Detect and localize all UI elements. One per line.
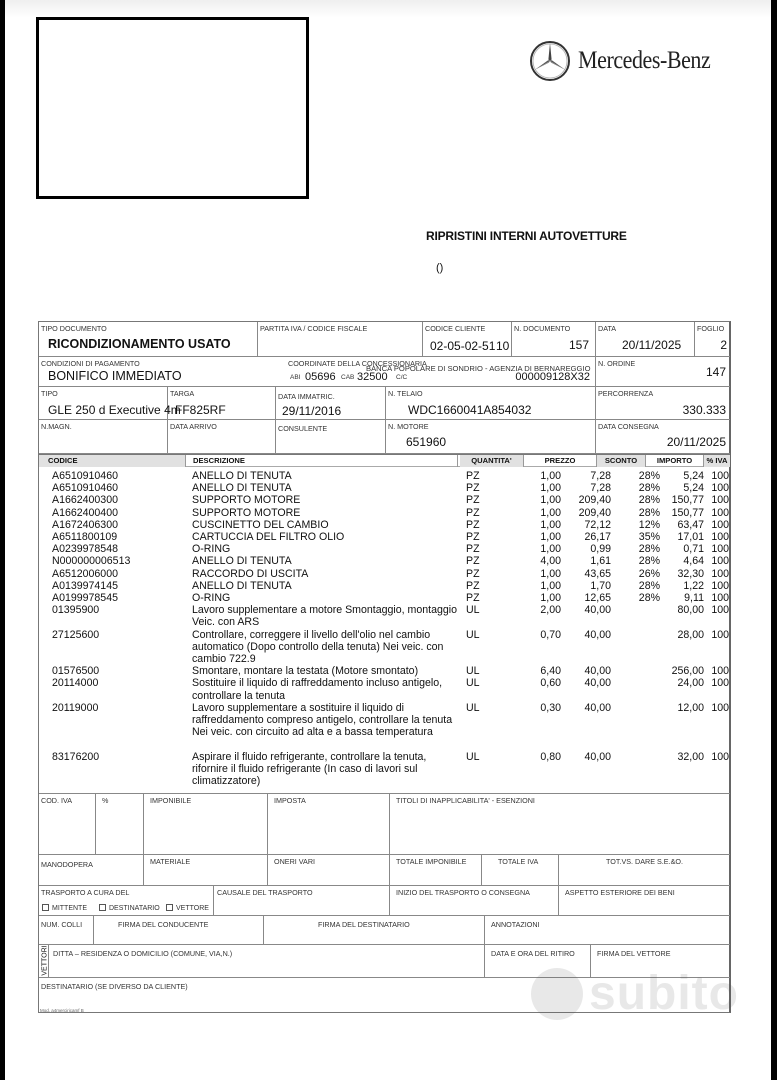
label: COD. IVA <box>41 796 73 805</box>
cell-qty: 1,00 <box>540 543 561 556</box>
field-condizioni-pagamento <box>39 357 276 387</box>
field-percorrenza <box>596 387 730 420</box>
cell-sconto: 12% <box>638 518 660 531</box>
col-codice: CODICE <box>39 455 186 467</box>
cell-descrizione: ANELLO DI TENUTA <box>192 482 292 495</box>
cell-descrizione: O-RING <box>192 543 231 556</box>
col-sconto: SCONTO <box>597 455 646 467</box>
data-consegna-value: 20/11/2025 <box>666 435 726 449</box>
cell-iva: 100 <box>711 555 729 568</box>
cell-iva: 100 <box>711 701 729 714</box>
cell-importo: 63,47 <box>677 518 704 531</box>
label: N. TELAIO <box>388 389 423 398</box>
cell-iva: 100 <box>711 567 729 580</box>
option-label: MITTENTE <box>52 905 87 912</box>
cell-um: PZ <box>466 543 480 556</box>
subito-watermark <box>531 968 739 1020</box>
cell-importo: 32,00 <box>677 750 704 763</box>
cell-importo: 0,71 <box>683 543 704 556</box>
cell-descrizione: ANELLO DI TENUTA <box>192 470 292 482</box>
field-tot-dare <box>559 855 730 886</box>
cell-sconto: 28% <box>638 543 660 556</box>
field-materiale <box>144 855 268 886</box>
field-cod-iva <box>39 793 96 855</box>
cell-prezzo: 72,12 <box>584 518 611 531</box>
label: FIRMA DEL VETTORE <box>597 949 671 958</box>
field-num-colli <box>39 916 94 945</box>
field-codice-cliente <box>423 322 512 357</box>
checkbox-icon <box>166 904 173 911</box>
field-annotazioni <box>485 916 730 945</box>
label: FIRMA DEL DESTINATARIO <box>318 920 410 929</box>
field-data-consegna <box>596 420 730 454</box>
label: CODICE CLIENTE <box>425 324 486 333</box>
field-oneri-vari <box>268 855 390 886</box>
field-foglio <box>695 322 730 357</box>
label: FIRMA DEL CONDUCENTE <box>118 920 209 929</box>
cell-codice: A6510910460 <box>52 470 118 482</box>
cell-qty: 0,70 <box>540 628 561 641</box>
label: DESTINATARIO (SE DIVERSO DA CLIENTE) <box>41 982 188 991</box>
label: TOTALE IMPONIBILE <box>396 857 467 866</box>
cell-qty: 6,40 <box>540 665 561 678</box>
cell-importo: 1,22 <box>683 579 704 592</box>
cell-codice: 83176200 <box>52 750 100 763</box>
cell-iva: 100 <box>711 531 729 543</box>
cell-prezzo: 7,28 <box>590 482 611 495</box>
cell-importo: 32,30 <box>677 567 704 580</box>
col-iva: % IVA <box>704 455 730 467</box>
cell-um: UL <box>466 604 480 617</box>
cell-sconto: 28% <box>638 555 660 568</box>
cell-prezzo: 40,00 <box>584 665 611 678</box>
cell-qty: 1,00 <box>540 531 561 543</box>
field-firma-conducente <box>94 916 264 945</box>
label: COORDINATE DELLA CONCESSIONARIA <box>288 359 427 368</box>
label: TOT.VS. DARE S.E.&O. <box>606 857 683 866</box>
cell-codice: 20119000 <box>52 701 99 714</box>
label: TITOLI DI INAPPLICABILITA' - ESENZIONI <box>396 796 535 805</box>
field-consulente <box>276 420 386 454</box>
field-titoli-inapplicabilita <box>390 793 730 855</box>
cell-prezzo: 0,99 <box>590 543 611 556</box>
field-tipo <box>39 387 181 420</box>
label: N.MAGN. <box>41 422 72 431</box>
cell-qty: 1,00 <box>540 506 561 519</box>
cell-prezzo: 40,00 <box>584 677 611 690</box>
cell-descrizione: Sostituire il liquido di raffreddamento incluso antigelo, controllare la tenuta <box>192 677 443 702</box>
cell-um: UL <box>466 750 480 763</box>
document-subtitle: () <box>436 262 444 274</box>
cell-um: PZ <box>466 482 480 495</box>
tipo-documento-value: RICONDIZIONAMENTO USATO <box>48 337 231 351</box>
bank-name: BANCA POPOLARE DI SONDRIO - AGENZIA DI BERNAREGGIO <box>366 364 591 373</box>
label: CONSULENTE <box>278 424 328 433</box>
col-importo: IMPORTO <box>646 455 704 467</box>
field-percent <box>96 793 144 855</box>
label: MATERIALE <box>150 857 191 866</box>
field-n-magn <box>39 420 168 454</box>
document-title: RIPRISTINI INTERNI AUTOVETTURE <box>426 229 627 243</box>
cell-importo: 256,00 <box>671 665 704 678</box>
cell-codice: A6511800109 <box>52 531 118 543</box>
field-aspetto-beni <box>559 886 730 916</box>
label: TARGA <box>170 389 195 398</box>
cell-um: UL <box>466 701 480 714</box>
data-value: 20/11/2025 <box>622 338 682 352</box>
field-tipo-documento <box>39 322 258 357</box>
cell-importo: 5,24 <box>683 470 704 482</box>
cell-iva: 100 <box>711 665 729 678</box>
condizioni-pagamento-value: BONIFICO IMMEDIATO <box>48 369 182 383</box>
invoice-form <box>38 321 731 1013</box>
subito-logo-icon <box>531 968 583 1020</box>
cell-descrizione: Lavoro supplementare a sostituire il liquido di raffreddamento compreso antigelo, controllare la tenuta Nei veic. con circuito ad alta e a bassa temperatura <box>192 701 453 739</box>
cell-prezzo: 1,61 <box>590 555 611 568</box>
cell-prezzo: 1,70 <box>590 579 611 592</box>
cell-qty: 1,00 <box>540 470 561 482</box>
invoice-page <box>5 0 771 1080</box>
cell-descrizione: Controllare, correggere il livello dell'olio nel cambio automatico (Dopo controllo della tenuta) Nei veic. con cambio 722.9 <box>192 628 444 665</box>
field-imposta <box>268 793 390 855</box>
label: N. DOCUMENTO <box>514 324 571 333</box>
field-trasporto <box>39 886 214 916</box>
cell-descrizione: Lavoro supplementare a motore Smontaggio, montaggio Veic. con ARS <box>192 604 458 629</box>
label: IMPONIBILE <box>150 796 192 805</box>
cell-codice: A1672406300 <box>52 518 118 531</box>
field-targa <box>168 387 276 420</box>
cell-importo: 12,00 <box>677 701 704 714</box>
label: DATA CONSEGNA <box>598 422 659 431</box>
cell-iva: 100 <box>711 470 729 482</box>
cell-codice: 01576500 <box>52 665 100 678</box>
cell-prezzo: 43,65 <box>584 567 611 580</box>
cell-sconto: 35% <box>638 531 660 543</box>
cell-prezzo: 40,00 <box>584 604 611 617</box>
cell-codice: A0139974145 <box>52 579 118 592</box>
cell-iva: 100 <box>711 518 729 531</box>
label: CAUSALE DEL TRASPORTO <box>217 888 313 897</box>
cell-prezzo: 209,40 <box>578 506 611 519</box>
cell-qty: 1,00 <box>540 567 561 580</box>
field-data-immatric <box>276 387 386 420</box>
cell-um: UL <box>466 665 480 678</box>
cell-codice: 27125600 <box>52 628 100 641</box>
field-totale-imponibile <box>390 855 482 886</box>
cell-um: UL <box>466 677 480 690</box>
cell-um: PZ <box>466 567 480 580</box>
cell-iva: 100 <box>711 604 729 617</box>
cell-descrizione: Aspirare il fluido refrigerante, controllare la tenuta, rifornire il fluido refrigerante (In caso di lavori sul climatizzatore) <box>192 750 427 787</box>
cell-iva: 100 <box>711 592 729 604</box>
mercedes-star-icon <box>529 40 571 82</box>
cell-sconto: 28% <box>638 579 660 592</box>
label: TIPO <box>41 389 58 398</box>
cell-descrizione: SUPPORTO MOTORE <box>192 506 301 519</box>
label: DATA ARRIVO <box>170 422 217 431</box>
label: DATA IMMATRIC. <box>278 392 335 401</box>
field-partita-iva <box>258 322 423 357</box>
cell-iva: 100 <box>711 506 729 519</box>
data-immatric-value: 29/11/2016 <box>282 404 342 418</box>
brand-name: Mercedes-Benz <box>578 47 711 74</box>
cell-importo: 5,24 <box>683 482 704 495</box>
cell-descrizione: ANELLO DI TENUTA <box>192 579 292 592</box>
cab-label: CAB <box>341 374 355 381</box>
cell-um: PZ <box>466 579 480 592</box>
cell-um: UL <box>466 628 480 641</box>
cell-importo: 80,00 <box>677 604 704 617</box>
tipo-value: GLE 250 d Executive 4m <box>48 403 181 417</box>
field-n-documento <box>512 322 596 357</box>
cell-sconto: 28% <box>638 470 660 482</box>
cell-codice: N000000006513 <box>52 555 131 568</box>
field-totale-iva <box>482 855 559 886</box>
cell-prezzo: 26,17 <box>584 531 611 543</box>
field-manodopera <box>39 855 144 886</box>
cell-qty: 1,00 <box>540 518 561 531</box>
checkbox-vettore[interactable] <box>166 904 209 912</box>
cell-qty: 2,00 <box>540 604 561 617</box>
cab-value: 32500 <box>357 371 388 383</box>
option-label: DESTINATARIO <box>109 905 160 912</box>
label: MANODOPERA <box>41 860 93 869</box>
codice-cliente-suffix: 10 <box>496 339 510 353</box>
cell-importo: 9,11 <box>684 592 704 604</box>
field-n-motore <box>386 420 596 454</box>
cell-codice: 01395900 <box>52 604 100 617</box>
n-ordine-value: 147 <box>705 365 726 379</box>
cell-qty: 4,00 <box>540 555 561 568</box>
cell-sconto: 28% <box>638 482 660 495</box>
cell-codice: A0239978548 <box>52 543 118 556</box>
cell-um: PZ <box>466 592 480 604</box>
cell-um: PZ <box>466 506 480 519</box>
cell-qty: 1,00 <box>540 592 561 604</box>
cell-um: PZ <box>466 494 480 507</box>
checkbox-icon <box>99 904 106 911</box>
label: INIZIO DEL TRASPORTO O CONSEGNA <box>396 888 530 897</box>
cell-um: PZ <box>466 555 480 568</box>
col-quantita: QUANTITA' <box>460 455 524 467</box>
label: CONDIZIONI DI PAGAMENTO <box>41 359 140 368</box>
label: TRASPORTO A CURA DEL <box>41 888 130 897</box>
cell-importo: 150,77 <box>671 494 704 507</box>
label: FOGLIO <box>697 324 725 333</box>
address-box <box>36 17 309 199</box>
cell-um: PZ <box>466 470 480 482</box>
cell-iva: 100 <box>711 482 729 495</box>
field-data <box>596 322 695 357</box>
checkbox-destinatario[interactable] <box>99 904 160 912</box>
cell-prezzo: 40,00 <box>584 628 611 641</box>
cc-label: C/C <box>396 374 408 381</box>
form-model-code: Mod. a4merciricamf B <box>40 1008 84 1013</box>
cell-descrizione: Smontare, montare la testata (Motore smontato) <box>192 665 419 678</box>
option-label: VETTORE <box>176 905 209 912</box>
cell-prezzo: 12,65 <box>584 592 611 604</box>
cell-qty: 1,00 <box>540 482 561 495</box>
n-documento-value: 157 <box>568 338 589 352</box>
label: DATA E ORA DEL RITIRO <box>491 949 575 958</box>
cell-descrizione: ANELLO DI TENUTA <box>192 555 292 568</box>
foglio-value: 2 <box>720 338 727 352</box>
field-firma-destinatario <box>264 916 485 945</box>
label: TIPO DOCUMENTO <box>41 324 107 333</box>
cell-iva: 100 <box>711 494 729 507</box>
cell-iva: 100 <box>711 543 729 556</box>
abi-value: 05696 <box>305 371 336 383</box>
brand-logo <box>529 39 728 83</box>
label: TOTALE IVA <box>498 857 539 866</box>
label: PERCORRENZA <box>598 389 654 398</box>
field-n-ordine <box>596 357 730 387</box>
cell-iva: 100 <box>711 579 729 592</box>
field-causale-trasporto <box>214 886 390 916</box>
cell-codice: A0199978545 <box>52 592 118 604</box>
label: DITTA – RESIDENZA O DOMICILIO (COMUNE, VIA,N.) <box>53 949 233 958</box>
cell-codice: A1662400400 <box>52 506 118 519</box>
n-telaio-value: WDC1660041A854032 <box>408 403 532 417</box>
cell-prezzo: 7,28 <box>590 470 611 482</box>
field-coordinate <box>276 357 596 387</box>
col-prezzo: PREZZO <box>524 455 597 467</box>
cc-value: 000009128X32 <box>515 371 590 383</box>
checkbox-icon <box>42 904 49 911</box>
label: ANNOTAZIONI <box>491 920 540 929</box>
cell-importo: 4,64 <box>683 555 704 568</box>
cell-prezzo: 209,40 <box>578 494 611 507</box>
cell-qty: 0,80 <box>540 750 561 763</box>
field-inizio-trasporto <box>390 886 559 916</box>
label: DATA <box>598 324 617 333</box>
targa-value: FF825RF <box>175 403 226 417</box>
cell-iva: 100 <box>711 677 729 690</box>
cell-iva: 100 <box>711 750 729 763</box>
table-header <box>39 454 730 467</box>
label: N. ORDINE <box>598 359 636 368</box>
cell-descrizione: RACCORDO DI USCITA <box>192 567 309 580</box>
cell-um: PZ <box>466 518 480 531</box>
label: ASPETTO ESTERIORE DEI BENI <box>565 888 675 897</box>
cell-sconto: 26% <box>638 567 660 580</box>
codice-cliente-value: 02-05-02-51 <box>430 339 496 353</box>
label: IMPOSTA <box>274 796 306 805</box>
cell-prezzo: 40,00 <box>584 750 611 763</box>
cell-qty: 1,00 <box>540 494 561 507</box>
label: PARTITA IVA / CODICE FISCALE <box>260 324 368 333</box>
cell-iva: 100 <box>711 628 729 641</box>
cell-descrizione: CARTUCCIA DEL FILTRO OLIO <box>192 531 345 543</box>
cell-importo: 17,01 <box>677 531 704 543</box>
cell-importo: 28,00 <box>677 628 704 641</box>
cell-sconto: 28% <box>638 592 660 604</box>
vettori-label: VETTORI <box>41 945 49 976</box>
label: ONERI VARI <box>274 857 316 866</box>
cell-importo: 150,77 <box>671 506 704 519</box>
cell-sconto: 28% <box>638 494 660 507</box>
field-data-arrivo <box>168 420 276 454</box>
cell-descrizione: CUSCINETTO DEL CAMBIO <box>192 518 329 531</box>
cell-qty: 1,00 <box>540 579 561 592</box>
cell-descrizione: O-RING <box>192 592 231 604</box>
label: N. MOTORE <box>388 422 429 431</box>
abi-label: ABI <box>290 374 301 381</box>
checkbox-mittente[interactable] <box>42 904 87 912</box>
field-imponibile <box>144 793 268 855</box>
field-n-telaio <box>386 387 596 420</box>
percorrenza-value: 330.333 <box>682 403 726 417</box>
cell-qty: 0,60 <box>540 677 561 690</box>
cell-codice: 20114000 <box>52 677 99 690</box>
cell-sconto: 28% <box>638 506 660 519</box>
watermark-text: subito <box>589 967 739 1020</box>
label: NUM. COLLI <box>41 920 83 929</box>
n-motore-value: 651960 <box>406 435 447 449</box>
vettori-label-box <box>39 945 49 977</box>
cell-qty: 0,30 <box>540 701 561 714</box>
cell-codice: A6510910460 <box>52 482 118 495</box>
cell-descrizione: SUPPORTO MOTORE <box>192 494 301 507</box>
cell-codice: A6512006000 <box>52 567 118 580</box>
cell-um: PZ <box>466 531 480 543</box>
cell-importo: 24,00 <box>677 677 704 690</box>
col-descrizione: DESCRIZIONE <box>187 455 458 467</box>
cell-codice: A1662400300 <box>52 494 118 507</box>
cell-prezzo: 40,00 <box>584 701 611 714</box>
field-ditta <box>39 945 485 978</box>
label: % <box>102 796 109 805</box>
